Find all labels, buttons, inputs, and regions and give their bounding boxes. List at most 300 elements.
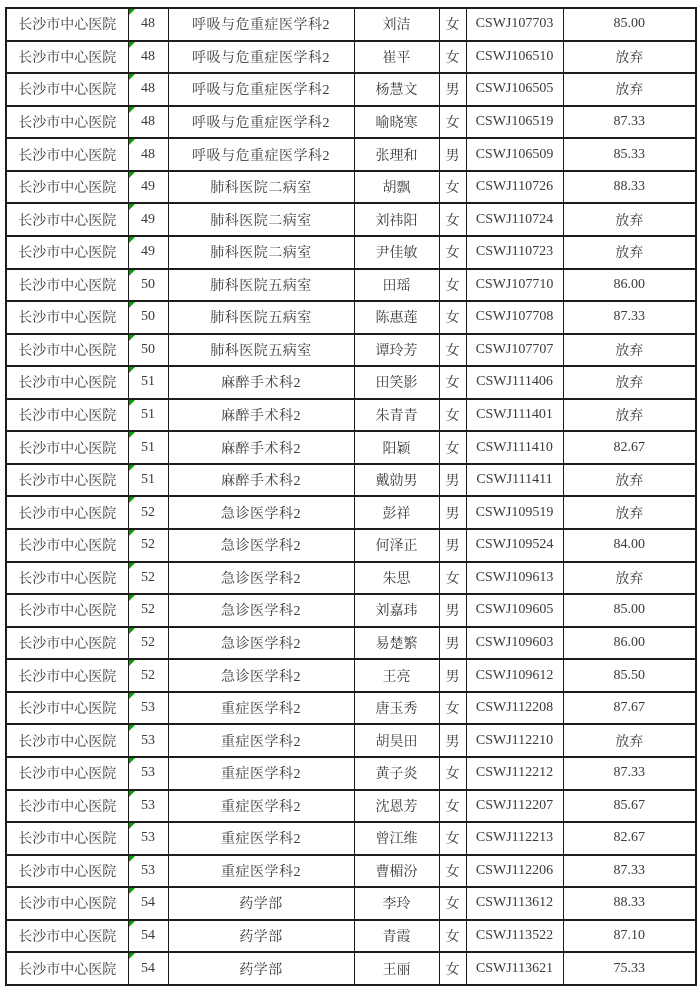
- cell-group-number: [128, 171, 168, 204]
- cell-error-flag-icon: [129, 823, 135, 829]
- cell-exam-id: CSWJ111406: [466, 366, 563, 399]
- cell-gender: 女: [439, 399, 466, 432]
- cell-gender: 女: [439, 920, 466, 953]
- cell-person-name: 曾江维: [354, 822, 439, 855]
- cell-gender: 女: [439, 431, 466, 464]
- cell-gender: 男: [439, 724, 466, 757]
- cell-group-number: [128, 236, 168, 269]
- group-number-text: 53: [141, 830, 155, 846]
- cell-score: 85.00: [563, 594, 696, 627]
- cell-group-number: [128, 757, 168, 790]
- cell-error-flag-icon: [129, 660, 135, 666]
- cell-gender: 女: [439, 106, 466, 139]
- cell-hospital: 长沙市中心医院: [6, 334, 128, 367]
- cell-hospital: 长沙市中心医院: [6, 73, 128, 106]
- cell-group-number: [128, 952, 168, 985]
- cell-person-name: 沈恩芳: [354, 790, 439, 823]
- cell-group-number: [128, 659, 168, 692]
- cell-department: 急诊医学科2: [168, 529, 354, 562]
- cell-group-number: [128, 790, 168, 823]
- cell-hospital: 长沙市中心医院: [6, 366, 128, 399]
- cell-person-name: 王丽: [354, 952, 439, 985]
- group-number-text: 52: [141, 504, 155, 520]
- table-row: [6, 269, 696, 302]
- cell-hospital: 长沙市中心医院: [6, 724, 128, 757]
- cell-exam-id: CSWJ109612: [466, 659, 563, 692]
- table-row: [6, 138, 696, 171]
- cell-error-flag-icon: [129, 693, 135, 699]
- table-row: [6, 724, 696, 757]
- table-row: [6, 757, 696, 790]
- cell-group-number: [128, 887, 168, 920]
- cell-hospital: 长沙市中心医院: [6, 562, 128, 595]
- cell-hospital: 长沙市中心医院: [6, 464, 128, 497]
- cell-department: 药学部: [168, 887, 354, 920]
- cell-group-number: [128, 431, 168, 464]
- group-number-text: 52: [141, 634, 155, 650]
- group-number-text: 51: [141, 472, 155, 488]
- cell-hospital: 长沙市中心医院: [6, 822, 128, 855]
- cell-error-flag-icon: [129, 367, 135, 373]
- cell-person-name: 刘嘉玮: [354, 594, 439, 627]
- cell-error-flag-icon: [129, 42, 135, 48]
- cell-gender: 女: [439, 366, 466, 399]
- cell-group-number: [128, 366, 168, 399]
- cell-exam-id: CSWJ107707: [466, 334, 563, 367]
- cell-gender: 女: [439, 790, 466, 823]
- group-number-text: 49: [141, 211, 155, 227]
- group-number-text: 53: [141, 862, 155, 878]
- cell-group-number: [128, 822, 168, 855]
- cell-department: 呼吸与危重症医学科2: [168, 41, 354, 74]
- cell-error-flag-icon: [129, 563, 135, 569]
- cell-department: 麻醉手术科2: [168, 366, 354, 399]
- cell-gender: 男: [439, 627, 466, 660]
- cell-exam-id: CSWJ107710: [466, 269, 563, 302]
- cell-department: 药学部: [168, 952, 354, 985]
- group-number-text: 49: [141, 244, 155, 260]
- cell-hospital: 长沙市中心医院: [6, 171, 128, 204]
- group-number-text: 50: [141, 341, 155, 357]
- cell-exam-id: CSWJ111410: [466, 431, 563, 464]
- table-row: [6, 627, 696, 660]
- cell-error-flag-icon: [129, 335, 135, 341]
- cell-exam-id: CSWJ106510: [466, 41, 563, 74]
- cell-group-number: [128, 8, 168, 41]
- cell-department: 肺科医院五病室: [168, 301, 354, 334]
- cell-score: 放弃: [563, 41, 696, 74]
- cell-score: 84.00: [563, 529, 696, 562]
- cell-error-flag-icon: [129, 921, 135, 927]
- cell-department: 肺科医院二病室: [168, 236, 354, 269]
- cell-hospital: 长沙市中心医院: [6, 106, 128, 139]
- table-row: [6, 464, 696, 497]
- cell-person-name: 尹佳敏: [354, 236, 439, 269]
- cell-gender: 男: [439, 73, 466, 106]
- group-number-text: 48: [141, 113, 155, 129]
- group-number-text: 48: [141, 81, 155, 97]
- cell-score: 放弃: [563, 203, 696, 236]
- cell-exam-id: CSWJ111411: [466, 464, 563, 497]
- cell-error-flag-icon: [129, 74, 135, 80]
- cell-score: 放弃: [563, 366, 696, 399]
- cell-error-flag-icon: [129, 628, 135, 634]
- cell-hospital: 长沙市中心医院: [6, 790, 128, 823]
- cell-department: 麻醉手术科2: [168, 464, 354, 497]
- cell-score: 放弃: [563, 399, 696, 432]
- group-number-text: 51: [141, 439, 155, 455]
- cell-score: 85.33: [563, 138, 696, 171]
- cell-score: 放弃: [563, 496, 696, 529]
- group-number-text: 54: [141, 928, 155, 944]
- cell-hospital: 长沙市中心医院: [6, 301, 128, 334]
- cell-hospital: 长沙市中心医院: [6, 692, 128, 725]
- cell-gender: 男: [439, 464, 466, 497]
- cell-person-name: 胡飘: [354, 171, 439, 204]
- table-row: [6, 41, 696, 74]
- cell-exam-id: CSWJ112213: [466, 822, 563, 855]
- group-number-text: 50: [141, 276, 155, 292]
- group-number-text: 48: [141, 48, 155, 64]
- cell-error-flag-icon: [129, 888, 135, 894]
- cell-department: 呼吸与危重症医学科2: [168, 73, 354, 106]
- table-row: [6, 529, 696, 562]
- cell-score: 75.33: [563, 952, 696, 985]
- cell-person-name: 田瑶: [354, 269, 439, 302]
- cell-hospital: 长沙市中心医院: [6, 529, 128, 562]
- cell-department: 呼吸与危重症医学科2: [168, 8, 354, 41]
- cell-hospital: 长沙市中心医院: [6, 269, 128, 302]
- cell-score: 87.33: [563, 301, 696, 334]
- cell-score: 87.33: [563, 855, 696, 888]
- cell-exam-id: CSWJ113612: [466, 887, 563, 920]
- table-row: [6, 8, 696, 41]
- table-row: [6, 73, 696, 106]
- cell-error-flag-icon: [129, 497, 135, 503]
- cell-person-name: 胡昊田: [354, 724, 439, 757]
- cell-group-number: [128, 41, 168, 74]
- cell-hospital: 长沙市中心医院: [6, 8, 128, 41]
- cell-group-number: [128, 138, 168, 171]
- cell-group-number: [128, 203, 168, 236]
- cell-hospital: 长沙市中心医院: [6, 855, 128, 888]
- results-table-body: [6, 8, 696, 985]
- cell-score: 87.33: [563, 757, 696, 790]
- cell-department: 肺科医院二病室: [168, 203, 354, 236]
- table-row: [6, 692, 696, 725]
- table-row: [6, 236, 696, 269]
- table-row: [6, 594, 696, 627]
- group-number-text: 52: [141, 537, 155, 553]
- cell-department: 急诊医学科2: [168, 627, 354, 660]
- cell-person-name: 杨慧文: [354, 73, 439, 106]
- cell-person-name: 王亮: [354, 659, 439, 692]
- group-number-text: 53: [141, 797, 155, 813]
- cell-exam-id: CSWJ112208: [466, 692, 563, 725]
- table-row: [6, 431, 696, 464]
- table-row: [6, 920, 696, 953]
- cell-department: 急诊医学科2: [168, 659, 354, 692]
- cell-gender: 女: [439, 757, 466, 790]
- cell-exam-id: CSWJ110724: [466, 203, 563, 236]
- cell-department: 肺科医院五病室: [168, 269, 354, 302]
- results-table: [5, 7, 697, 986]
- table-row: [6, 822, 696, 855]
- cell-gender: 女: [439, 334, 466, 367]
- cell-score: 放弃: [563, 562, 696, 595]
- cell-exam-id: CSWJ110723: [466, 236, 563, 269]
- cell-group-number: [128, 73, 168, 106]
- cell-person-name: 喻晓寒: [354, 106, 439, 139]
- cell-hospital: 长沙市中心医院: [6, 920, 128, 953]
- cell-score: 放弃: [563, 73, 696, 106]
- cell-gender: 女: [439, 236, 466, 269]
- cell-department: 肺科医院二病室: [168, 171, 354, 204]
- cell-exam-id: CSWJ109524: [466, 529, 563, 562]
- table-row: [6, 562, 696, 595]
- table-row: [6, 366, 696, 399]
- cell-error-flag-icon: [129, 465, 135, 471]
- cell-person-name: 彭祥: [354, 496, 439, 529]
- cell-gender: 男: [439, 529, 466, 562]
- cell-score: 87.10: [563, 920, 696, 953]
- cell-exam-id: CSWJ106509: [466, 138, 563, 171]
- cell-error-flag-icon: [129, 9, 135, 15]
- cell-score: 85.00: [563, 8, 696, 41]
- cell-error-flag-icon: [129, 530, 135, 536]
- cell-gender: 女: [439, 269, 466, 302]
- cell-score: 88.33: [563, 887, 696, 920]
- cell-gender: 女: [439, 692, 466, 725]
- cell-group-number: [128, 529, 168, 562]
- cell-department: 重症医学科2: [168, 822, 354, 855]
- cell-hospital: 长沙市中心医院: [6, 41, 128, 74]
- cell-department: 呼吸与危重症医学科2: [168, 106, 354, 139]
- cell-error-flag-icon: [129, 107, 135, 113]
- group-number-text: 49: [141, 179, 155, 195]
- cell-person-name: 朱青青: [354, 399, 439, 432]
- cell-exam-id: CSWJ109603: [466, 627, 563, 660]
- cell-department: 急诊医学科2: [168, 594, 354, 627]
- cell-person-name: 田笑影: [354, 366, 439, 399]
- cell-group-number: [128, 269, 168, 302]
- cell-error-flag-icon: [129, 791, 135, 797]
- group-number-text: 52: [141, 602, 155, 618]
- table-row: [6, 106, 696, 139]
- cell-error-flag-icon: [129, 595, 135, 601]
- cell-error-flag-icon: [129, 172, 135, 178]
- cell-person-name: 戴勍男: [354, 464, 439, 497]
- cell-score: 88.33: [563, 171, 696, 204]
- cell-score: 82.67: [563, 822, 696, 855]
- cell-gender: 女: [439, 952, 466, 985]
- cell-exam-id: CSWJ112212: [466, 757, 563, 790]
- cell-department: 药学部: [168, 920, 354, 953]
- cell-exam-id: CSWJ112210: [466, 724, 563, 757]
- cell-exam-id: CSWJ113522: [466, 920, 563, 953]
- cell-person-name: 崔平: [354, 41, 439, 74]
- cell-department: 肺科医院五病室: [168, 334, 354, 367]
- cell-person-name: 张理和: [354, 138, 439, 171]
- table-row: [6, 334, 696, 367]
- cell-department: 重症医学科2: [168, 692, 354, 725]
- cell-gender: 女: [439, 8, 466, 41]
- cell-gender: 女: [439, 822, 466, 855]
- cell-exam-id: CSWJ113621: [466, 952, 563, 985]
- cell-exam-id: CSWJ107703: [466, 8, 563, 41]
- cell-department: 急诊医学科2: [168, 562, 354, 595]
- group-number-text: 52: [141, 569, 155, 585]
- cell-person-name: 朱思: [354, 562, 439, 595]
- cell-score: 85.67: [563, 790, 696, 823]
- cell-error-flag-icon: [129, 237, 135, 243]
- cell-exam-id: CSWJ112207: [466, 790, 563, 823]
- cell-person-name: 曹楣汾: [354, 855, 439, 888]
- cell-department: 急诊医学科2: [168, 496, 354, 529]
- cell-exam-id: CSWJ112206: [466, 855, 563, 888]
- cell-person-name: 唐玉秀: [354, 692, 439, 725]
- cell-group-number: [128, 562, 168, 595]
- cell-hospital: 长沙市中心医院: [6, 627, 128, 660]
- table-row: [6, 790, 696, 823]
- cell-group-number: [128, 496, 168, 529]
- cell-exam-id: CSWJ106519: [466, 106, 563, 139]
- cell-group-number: [128, 594, 168, 627]
- cell-hospital: 长沙市中心医院: [6, 399, 128, 432]
- table-row: [6, 301, 696, 334]
- cell-department: 麻醉手术科2: [168, 399, 354, 432]
- table-row: [6, 887, 696, 920]
- cell-exam-id: CSWJ109613: [466, 562, 563, 595]
- cell-error-flag-icon: [129, 725, 135, 731]
- group-number-text: 51: [141, 374, 155, 390]
- cell-hospital: 长沙市中心医院: [6, 138, 128, 171]
- cell-error-flag-icon: [129, 953, 135, 959]
- cell-group-number: [128, 106, 168, 139]
- cell-gender: 女: [439, 301, 466, 334]
- cell-hospital: 长沙市中心医院: [6, 952, 128, 985]
- cell-error-flag-icon: [129, 302, 135, 308]
- cell-group-number: [128, 334, 168, 367]
- group-number-text: 48: [141, 16, 155, 32]
- cell-hospital: 长沙市中心医院: [6, 757, 128, 790]
- cell-error-flag-icon: [129, 432, 135, 438]
- cell-person-name: 谭玲芳: [354, 334, 439, 367]
- group-number-text: 51: [141, 407, 155, 423]
- cell-person-name: 李玲: [354, 887, 439, 920]
- cell-person-name: 黄子炎: [354, 757, 439, 790]
- cell-score: 放弃: [563, 724, 696, 757]
- cell-gender: 女: [439, 41, 466, 74]
- cell-exam-id: CSWJ106505: [466, 73, 563, 106]
- cell-exam-id: CSWJ111401: [466, 399, 563, 432]
- cell-person-name: 易楚繁: [354, 627, 439, 660]
- cell-person-name: 阳颖: [354, 431, 439, 464]
- cell-person-name: 陈惠莲: [354, 301, 439, 334]
- table-row: [6, 171, 696, 204]
- cell-gender: 女: [439, 171, 466, 204]
- cell-score: 85.50: [563, 659, 696, 692]
- table-row: [6, 203, 696, 236]
- group-number-text: 52: [141, 667, 155, 683]
- cell-hospital: 长沙市中心医院: [6, 203, 128, 236]
- cell-hospital: 长沙市中心医院: [6, 887, 128, 920]
- table-row: [6, 952, 696, 985]
- cell-gender: 女: [439, 562, 466, 595]
- cell-hospital: 长沙市中心医院: [6, 236, 128, 269]
- cell-error-flag-icon: [129, 758, 135, 764]
- table-row: [6, 496, 696, 529]
- group-number-text: 50: [141, 309, 155, 325]
- cell-group-number: [128, 301, 168, 334]
- cell-group-number: [128, 920, 168, 953]
- group-number-text: 48: [141, 146, 155, 162]
- cell-gender: 女: [439, 855, 466, 888]
- cell-hospital: 长沙市中心医院: [6, 594, 128, 627]
- cell-error-flag-icon: [129, 856, 135, 862]
- cell-group-number: [128, 855, 168, 888]
- group-number-text: 54: [141, 960, 155, 976]
- cell-gender: 女: [439, 887, 466, 920]
- cell-score: 87.33: [563, 106, 696, 139]
- cell-person-name: 刘祎阳: [354, 203, 439, 236]
- cell-gender: 男: [439, 659, 466, 692]
- cell-hospital: 长沙市中心医院: [6, 496, 128, 529]
- cell-gender: 女: [439, 203, 466, 236]
- cell-score: 86.00: [563, 269, 696, 302]
- cell-hospital: 长沙市中心医院: [6, 659, 128, 692]
- cell-group-number: [128, 724, 168, 757]
- cell-department: 呼吸与危重症医学科2: [168, 138, 354, 171]
- cell-error-flag-icon: [129, 400, 135, 406]
- cell-gender: 男: [439, 496, 466, 529]
- cell-score: 放弃: [563, 236, 696, 269]
- cell-exam-id: CSWJ110726: [466, 171, 563, 204]
- cell-person-name: 何泽正: [354, 529, 439, 562]
- cell-exam-id: CSWJ109605: [466, 594, 563, 627]
- table-row: [6, 659, 696, 692]
- cell-department: 重症医学科2: [168, 855, 354, 888]
- group-number-text: 53: [141, 765, 155, 781]
- cell-exam-id: CSWJ107708: [466, 301, 563, 334]
- cell-department: 重症医学科2: [168, 790, 354, 823]
- group-number-text: 53: [141, 700, 155, 716]
- cell-hospital: 长沙市中心医院: [6, 431, 128, 464]
- cell-exam-id: CSWJ109519: [466, 496, 563, 529]
- cell-person-name: 刘洁: [354, 8, 439, 41]
- cell-score: 放弃: [563, 464, 696, 497]
- cell-error-flag-icon: [129, 139, 135, 145]
- cell-group-number: [128, 692, 168, 725]
- cell-department: 重症医学科2: [168, 757, 354, 790]
- cell-gender: 男: [439, 594, 466, 627]
- group-number-text: 53: [141, 732, 155, 748]
- cell-error-flag-icon: [129, 270, 135, 276]
- cell-score: 86.00: [563, 627, 696, 660]
- cell-group-number: [128, 627, 168, 660]
- cell-department: 重症医学科2: [168, 724, 354, 757]
- cell-group-number: [128, 399, 168, 432]
- cell-group-number: [128, 464, 168, 497]
- cell-department: 麻醉手术科2: [168, 431, 354, 464]
- cell-person-name: 青霞: [354, 920, 439, 953]
- cell-error-flag-icon: [129, 204, 135, 210]
- table-row: [6, 399, 696, 432]
- cell-score: 87.67: [563, 692, 696, 725]
- cell-score: 82.67: [563, 431, 696, 464]
- cell-gender: 男: [439, 138, 466, 171]
- cell-score: 放弃: [563, 334, 696, 367]
